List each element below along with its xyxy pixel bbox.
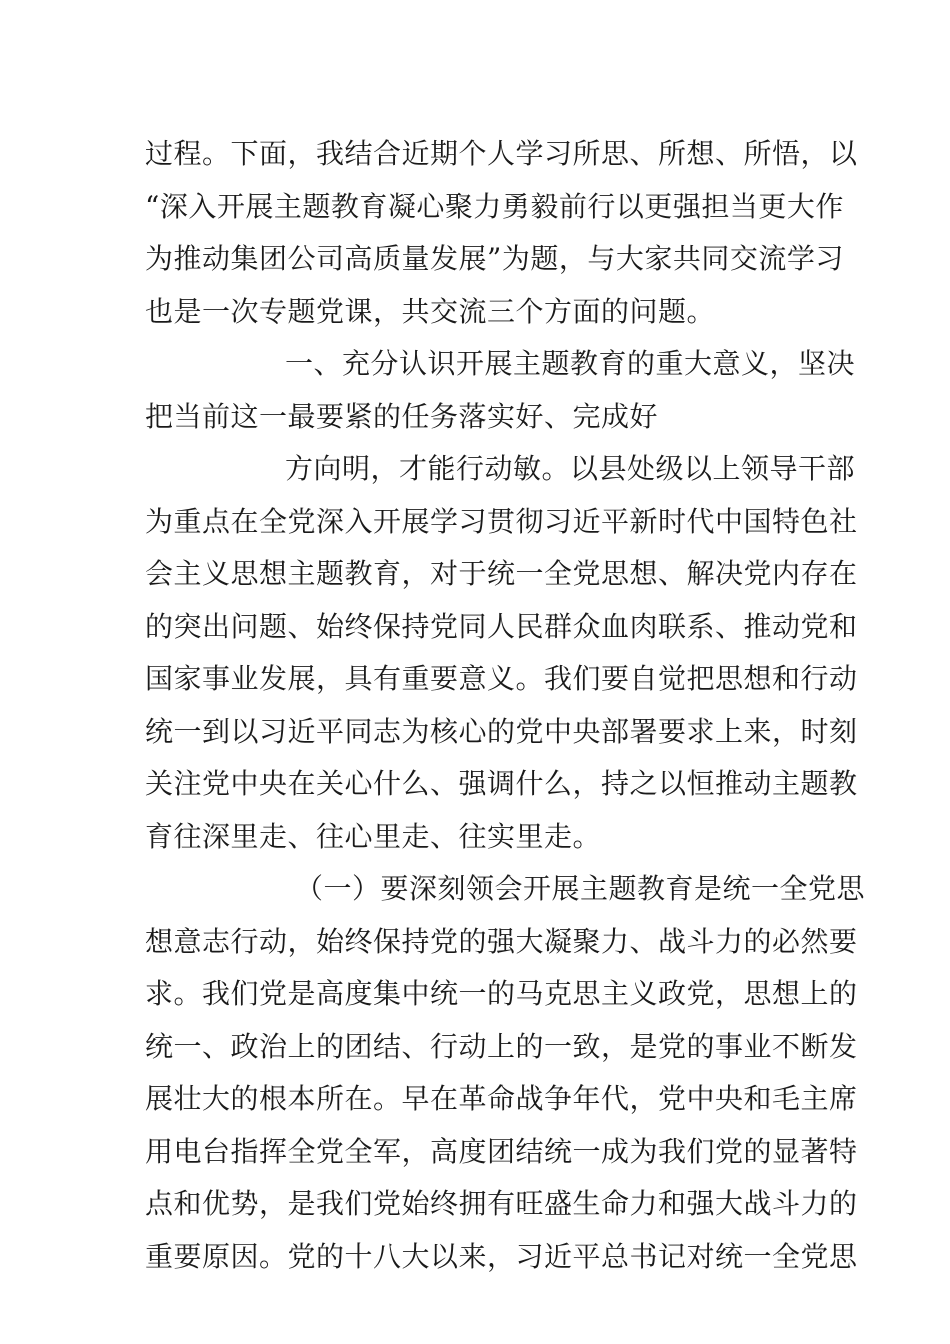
paragraph-line: “深入开展主题教育凝心聚力勇毅前行以更强担当更大作	[145, 189, 844, 223]
paragraph-line: 的突出问题、始终保持党同人民群众血肉联系、推动党和	[145, 609, 858, 643]
paragraph-line: 点和优势，是我们党始终拥有旺盛生命力和强大战斗力的	[145, 1187, 858, 1220]
paragraph-line: 会主义思想主题教育，对于统一全党思想、解决党内存在	[145, 557, 858, 590]
paragraph-line: 为重点在全党深入开展学习贯彻习近平新时代中国特色社	[145, 504, 858, 538]
body-text	[145, 128, 866, 1283]
paragraph-line: 展壮大的根本所在。早在革命战争年代，党中央和毛主席	[145, 1082, 858, 1115]
paragraph-line: 统一到以习近平同志为核心的党中央部署要求上来，时刻	[145, 714, 858, 748]
paragraph-line: 想意志行动，始终保持党的强大凝聚力、战斗力的必然要	[145, 924, 858, 958]
section-heading-line: 把当前这一最要紧的任务落实好、完成好	[145, 399, 659, 433]
subsection-line: （一）要深刻领会开展主题教育是统一全党思	[295, 872, 866, 905]
paragraph-line: 育往深里走、往心里走、往实里走。	[145, 819, 602, 853]
paragraph-line: 为推动集团公司高质量发展”为题，与大家共同交流学习	[145, 242, 844, 275]
paragraph-line: 国家事业发展，具有重要意义。我们要自觉把思想和行动	[145, 662, 858, 695]
paragraph-line: 也是一次专题党课，共交流三个方面的问题。	[145, 294, 716, 328]
paragraph-line: 重要原因。党的十八大以来，习近平总书记对统一全党思	[145, 1239, 858, 1273]
paragraph-line: 过程。下面，我结合近期个人学习所思、所想、所悟，以	[145, 137, 858, 170]
section-heading-line: 一、充分认识开展主题教育的重大意义，坚决	[285, 347, 856, 380]
paragraph-line: 求。我们党是高度集中统一的马克思主义政党，思想上的	[145, 977, 858, 1010]
paragraph-line: 统一、政治上的团结、行动上的一致，是党的事业不断发	[145, 1029, 858, 1063]
paragraph-line: 用电台指挥全党全军，高度团结统一成为我们党的显著特	[145, 1134, 858, 1168]
paragraph-line: 方向明，才能行动敏。以县处级以上领导干部	[285, 452, 856, 485]
paragraph-line: 关注党中央在关心什么、强调什么，持之以恒推动主题教	[145, 767, 858, 800]
